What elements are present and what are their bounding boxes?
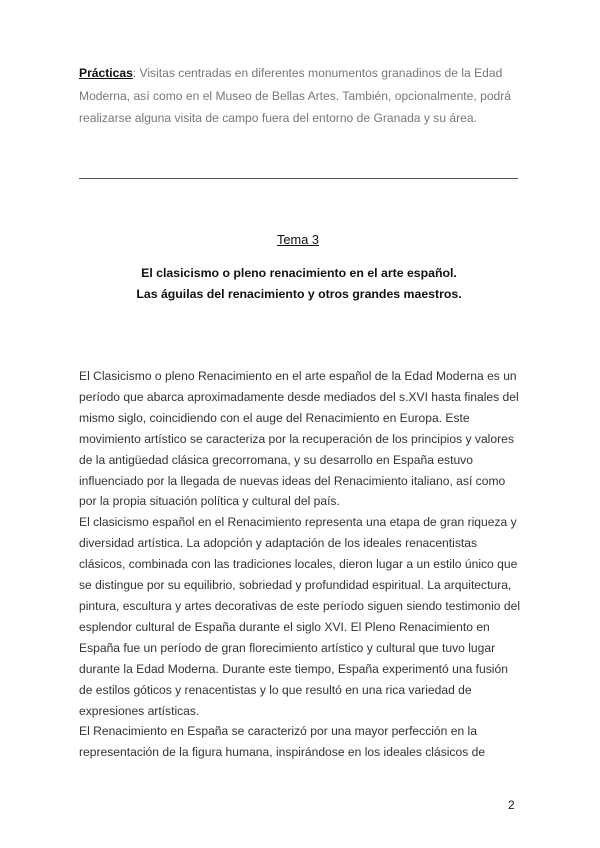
body-paragraph-2: El clasicismo español en el Renacimiento representa una etapa de gran riqueza y diversidad artística. La adopción y adaptación de los ideales renacentistas clásicos, combinada con las tradiciones locales, dieron lugar a un estilo único que se distingue por su equilibrio, sobriedad y profundidad espiritual. La arquitectura, pintura, escultura y artes decorativas de este período siguen siendo testimonio del esplendor cultural de España durante el siglo XVI. El Pleno Renacimiento en España fue un período de gran florecimiento artístico y cultural que tuvo lugar durante la Edad Moderna. Durante este tiempo, España experimentó una fusión de estilos góticos y renacentistas y lo que resultó en una rica variedad de expresiones artísticas.	[79, 515, 521, 718]
practicas-paragraph	[79, 62, 525, 130]
page-number: 2	[508, 798, 515, 812]
topic-number: Tema 3	[277, 232, 319, 247]
body-paragraph-3: El Renacimiento en España se caracterizó por una mayor perfección en la representación de la figura humana, inspirándose en los ideales clásicos de	[79, 724, 486, 760]
topic-heading	[0, 232, 600, 248]
topic-title-line-2: Las águilas del renacimiento y otros grandes maestros.	[136, 287, 462, 301]
body-text	[79, 366, 520, 763]
practicas-text: : Visitas centradas en diferentes monumentos granadinos de la Edad Moderna, así como en el Museo de Bellas Artes. También, opcionalmente, podrá realizarse alguna visita de campo fuera del entorno de Granada y su área.	[79, 66, 512, 125]
topic-title-line-1: El clasicismo o pleno renacimiento en el arte español.	[141, 266, 457, 280]
body-paragraph-1: El Clasicismo o pleno Renacimiento en el arte español de la Edad Moderna es un período que abarca aproximadamente desde mediados del s.XVI hasta finales del mismo siglo, coincidiendo con el auge del Renacimiento en Europa. Este movimiento artístico se caracteriza por la recuperación de los principios y valores de la antigüedad clásica grecorromana, y su desarrollo en España estuvo influenciado por la llegada de nuevas ideas del Renacimiento italiano, así como por la propia situación política y cultural del país.	[79, 369, 519, 509]
topic-title	[79, 263, 519, 305]
practicas-label: Prácticas	[79, 66, 133, 80]
section-divider	[79, 178, 518, 179]
